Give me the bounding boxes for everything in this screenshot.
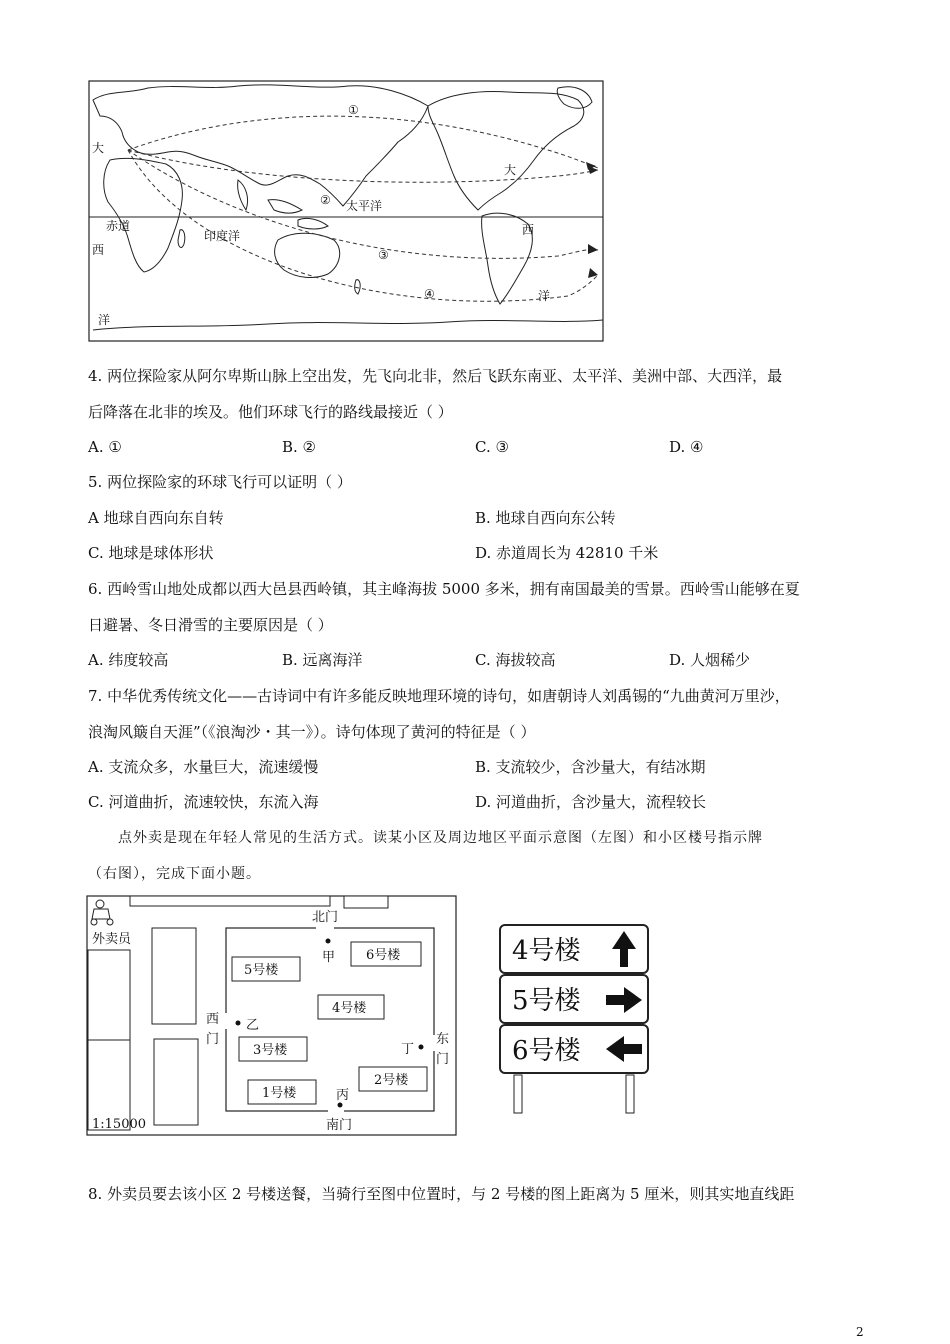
q4-line2: 后降落在北非的埃及。他们环球飞行的路线最接近（ ） [88, 403, 453, 421]
sign-label-5: 5号楼 [512, 986, 581, 1016]
q5-option-d[interactable]: D. 赤道周长为 42810 千米 [475, 544, 659, 562]
q7-line2: 浪淘风簸自天涯”（《浪淘沙・其一》）。诗句体现了黄河的特征是（ ） [88, 723, 536, 741]
courier-label: 外卖员 [92, 932, 132, 947]
west-gate-label-1: 西 [206, 1012, 220, 1027]
point-ding-label: 丁 [401, 1042, 415, 1057]
q5-stem: 5. 两位探险家的环球飞行可以证明（ ） [88, 473, 352, 491]
intro-line1: 点外卖是现在年轻人常见的生活方式。读某小区及周边地区平面示意图（左图）和小区楼号指示牌 [118, 830, 763, 846]
page-number: 2 [856, 1325, 864, 1339]
q7-option-d[interactable]: D. 河道曲折，含沙量大，流程较长 [475, 793, 707, 811]
atlantic-label-xi-right: 西 [522, 223, 535, 237]
west-gate-label-2: 门 [206, 1032, 220, 1047]
q4-option-b[interactable]: B. ② [282, 438, 317, 456]
sign-label-6: 6号楼 [512, 1036, 581, 1066]
world-map [88, 80, 604, 342]
q6-option-a[interactable]: A. 纬度较高 [88, 651, 169, 669]
building-3-label: 3号楼 [253, 1043, 288, 1058]
q8-line1: 8. 外卖员要去该小区 2 号楼送餐，当骑行至图中位置时，与 2 号楼的图上距离为 5 厘米，则其实地直线距 [88, 1185, 795, 1203]
q6-option-b[interactable]: B. 远离海洋 [282, 651, 363, 669]
q6-line2: 日避暑、冬日滑雪的主要原因是（ ） [88, 616, 333, 634]
route-1-label: ① [348, 103, 359, 117]
q7-line1: 7. 中华优秀传统文化——古诗词中有许多能反映地理环境的诗句，如唐朝诗人刘禹锡的“九曲黄河万里沙， [88, 687, 790, 705]
equator-label: 赤道 [106, 219, 131, 233]
atlantic-label-yang-left: 洋 [98, 313, 111, 327]
indian-ocean-label: 印度洋 [204, 229, 241, 243]
route-4-label: ④ [424, 287, 435, 301]
q4-option-d[interactable]: D. ④ [669, 438, 704, 456]
north-gate-label: 北门 [312, 910, 339, 925]
scale-label: 1:15000 [92, 1117, 147, 1132]
building-signboard [498, 923, 650, 1115]
q7-option-c[interactable]: C. 河道曲折，流速较快，东流入海 [88, 793, 319, 811]
atlantic-label-yang-right: 洋 [538, 289, 551, 303]
q7-option-a[interactable]: A. 支流众多，水量巨大，流速缓慢 [88, 758, 319, 776]
building-5-label: 5号楼 [244, 963, 279, 978]
point-jia-label: 甲 [322, 950, 336, 965]
building-1-label: 1号楼 [262, 1086, 297, 1101]
pacific-ocean-label: 太平洋 [346, 199, 383, 213]
q6-option-c[interactable]: C. 海拔较高 [475, 651, 556, 669]
community-map [86, 895, 458, 1137]
atlantic-label-da-right: 大 [504, 163, 517, 177]
q4-option-a[interactable]: A. ① [88, 438, 122, 456]
east-gate-label-2: 门 [436, 1052, 450, 1067]
intro-line2: （右图），完成下面小题。 [88, 866, 261, 882]
point-bing-label: 丙 [336, 1088, 350, 1103]
east-gate-label-1: 东 [436, 1032, 450, 1047]
building-6-label: 6号楼 [366, 948, 401, 963]
q4-option-c[interactable]: C. ③ [475, 438, 509, 456]
q5-option-b[interactable]: B. 地球自西向东公转 [475, 509, 616, 527]
building-2-label: 2号楼 [374, 1073, 409, 1088]
route-3-label: ③ [378, 248, 389, 262]
q5-option-a[interactable]: A 地球自西向东自转 [88, 509, 224, 527]
atlantic-label-da-left: 大 [92, 141, 105, 155]
sign-label-4: 4号楼 [512, 936, 581, 966]
q6-line1: 6. 西岭雪山地处成都以西大邑县西岭镇，其主峰海拔 5000 多米，拥有南国最美的雪景。西岭雪山能够在夏 [88, 580, 800, 598]
route-2-label: ② [320, 193, 331, 207]
q5-option-c[interactable]: C. 地球是球体形状 [88, 544, 214, 562]
south-gate-label: 南门 [326, 1118, 353, 1133]
q4-line1: 4. 两位探险家从阿尔卑斯山脉上空出发，先飞向北非，然后飞跃东南亚、太平洋、美洲中部、大西洋，最 [88, 367, 783, 385]
atlantic-label-xi-left: 西 [92, 243, 105, 257]
building-4-label: 4号楼 [332, 1001, 367, 1016]
q7-option-b[interactable]: B. 支流较少，含沙量大，有结冰期 [475, 758, 706, 776]
q6-option-d[interactable]: D. 人烟稀少 [669, 651, 751, 669]
point-yi-label: 乙 [246, 1018, 260, 1033]
